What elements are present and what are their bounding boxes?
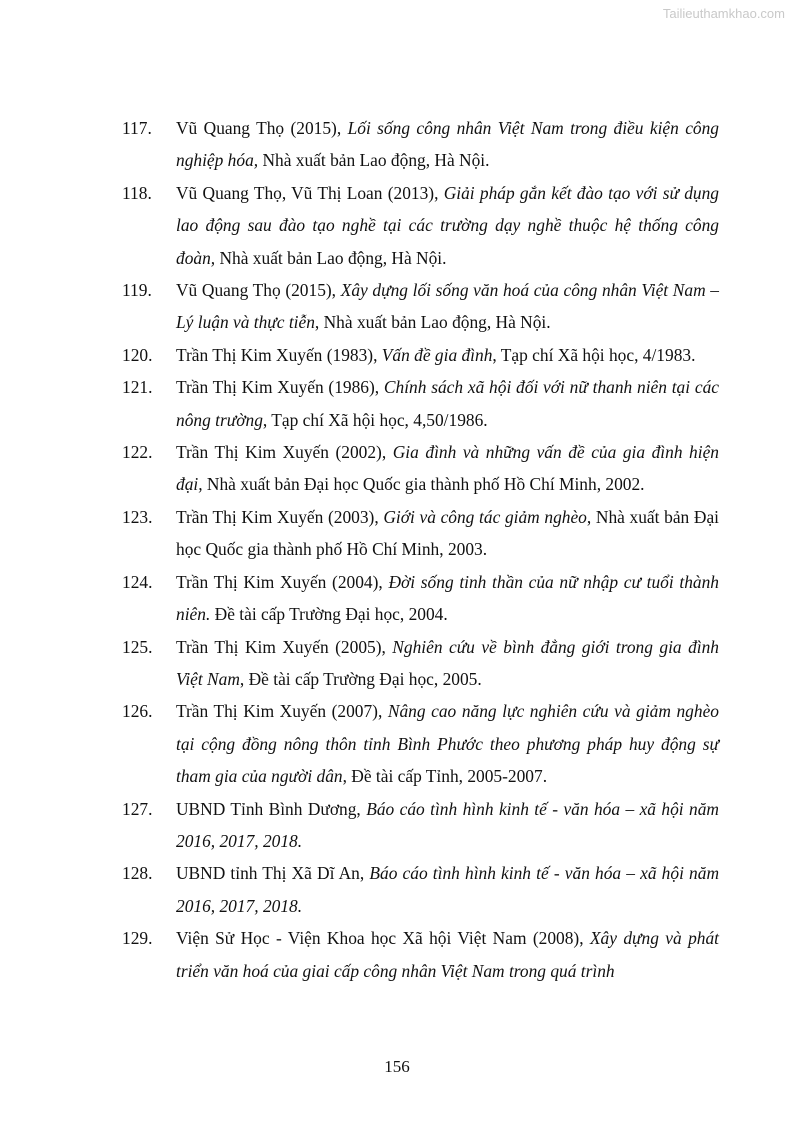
reference-text: Vũ Quang Thọ (2015), bbox=[176, 118, 348, 138]
reference-item bbox=[0, 631, 719, 696]
reference-text: , Tạp chí Xã hội học, 4/1983. bbox=[492, 344, 696, 365]
reference-item bbox=[0, 177, 719, 274]
reference-text: Nhà xuất bản Lao động, Hà Nội. bbox=[215, 247, 447, 268]
reference-text: UBND Tỉnh Bình Dương, bbox=[176, 798, 367, 819]
reference-text: Trần Thị Kim Xuyến (1986), bbox=[176, 377, 384, 398]
reference-item bbox=[0, 695, 719, 792]
reference-text: Nhà xuất bản Lao động, Hà Nội. bbox=[258, 150, 490, 171]
reference-text: Trần Thị Kim Xuyến (2002), bbox=[176, 442, 393, 463]
reference-number: 122. bbox=[122, 442, 153, 463]
reference-text: Trần Thị Kim Xuyến (2007), bbox=[176, 701, 388, 722]
reference-number: 128. bbox=[122, 863, 153, 884]
reference-item bbox=[0, 566, 719, 631]
reference-item bbox=[0, 371, 719, 436]
reference-text: Trần Thị Kim Xuyến (2004), bbox=[176, 571, 389, 592]
reference-text: , Nhà xuất bản Đại học Quốc gia thành phố Hồ Chí Minh, 2003. bbox=[176, 506, 719, 560]
reference-title: Xây dựng và phát triển văn hoá của giai cấp công nhân Việt Nam trong quá trình bbox=[176, 928, 719, 981]
reference-text: Trần Thị Kim Xuyến (1983), bbox=[176, 344, 382, 365]
reference-number: 124. bbox=[122, 571, 153, 592]
reference-text: , Tạp chí Xã hội học, 4,50/1986. bbox=[262, 409, 488, 430]
reference-text: Viện Sử Học - Viện Khoa học Xã hội Việt Nam (2008), bbox=[176, 928, 590, 949]
reference-text: UBND tỉnh Thị Xã Dĩ An, bbox=[176, 863, 370, 884]
reference-title: Giới và công tác giảm nghèo bbox=[383, 506, 587, 527]
reference-title: Chính sách xã hội đối với nữ thanh niên tại các nông trường bbox=[176, 377, 719, 430]
reference-title: Gia đình và những vấn đề của gia đình hiện đại, bbox=[176, 442, 719, 495]
reference-number: 119. bbox=[122, 280, 152, 301]
reference-item bbox=[0, 436, 719, 501]
reference-text: Vũ Quang Thọ, Vũ Thị Loan (2013), bbox=[176, 182, 444, 203]
reference-title: Báo cáo tình hình kinh tế - văn hóa – xã hội năm 2016, 2017, 2018. bbox=[176, 798, 719, 851]
reference-title: Đời sống tinh thần của nữ nhập cư tuổi thành niên. bbox=[176, 571, 719, 625]
reference-text: Vũ Quang Thọ (2015), bbox=[176, 280, 341, 301]
reference-number: 121. bbox=[122, 377, 153, 398]
reference-item bbox=[0, 112, 719, 177]
reference-number: 127. bbox=[122, 798, 153, 819]
reference-number: 117. bbox=[122, 118, 152, 138]
reference-list bbox=[0, 112, 794, 987]
reference-number: 120. bbox=[122, 344, 153, 365]
reference-title: Nghiên cứu về bình đẳng giới trong gia đình Việt Nam bbox=[176, 636, 719, 689]
reference-number: 129. bbox=[122, 928, 153, 949]
reference-text: Đề tài cấp Trường Đại học, 2004. bbox=[210, 604, 448, 625]
reference-text: , Đề tài cấp Tỉnh, 2005-2007. bbox=[342, 766, 548, 787]
reference-item bbox=[0, 922, 719, 987]
reference-item bbox=[0, 501, 719, 566]
reference-number: 123. bbox=[122, 506, 153, 527]
page-number: 156 bbox=[384, 1057, 410, 1076]
reference-text: , Đề tài cấp Trường Đại học, 2005. bbox=[239, 668, 482, 689]
reference-item bbox=[0, 339, 719, 371]
reference-text: Trần Thị Kim Xuyến (2003), bbox=[176, 506, 384, 527]
reference-item bbox=[0, 274, 719, 339]
reference-number: 118. bbox=[122, 182, 152, 203]
reference-item bbox=[0, 857, 719, 922]
reference-number: 126. bbox=[122, 701, 153, 722]
reference-title: Nâng cao năng lực nghiên cứu và giảm nghèo tại cộng đồng nông thôn tỉnh Bình Phước theo phương pháp huy động sự tham gia của người dân bbox=[176, 701, 719, 787]
reference-text: Trần Thị Kim Xuyến (2005), bbox=[176, 636, 393, 657]
watermark: Tailieuthamkhao.com bbox=[662, 6, 785, 21]
reference-text: Nhà xuất bản Đại học Quốc gia thành phố Hồ Chí Minh, 2002. bbox=[202, 474, 645, 495]
reference-title: Xây dựng lối sống văn hoá của công nhân Việt Nam – Lý luận và thực tiễn bbox=[176, 280, 719, 333]
reference-number: 125. bbox=[122, 636, 153, 657]
reference-title: Vấn đề gia đình bbox=[381, 344, 493, 365]
reference-title: Báo cáo tình hình kinh tế - văn hóa – xã hội năm 2016, 2017, 2018. bbox=[176, 863, 720, 916]
reference-title: Giải pháp gắn kết đào tạo với sử dụng lao động sau đào tạo nghề tại các trường dạy nghề thuộc hệ thống công đoàn, bbox=[176, 182, 719, 268]
reference-title: Lối sống công nhân Việt Nam trong điều kiện công nghiệp hóa, bbox=[176, 118, 719, 171]
reference-item bbox=[0, 793, 719, 858]
reference-text: , Nhà xuất bản Lao động, Hà Nội. bbox=[314, 312, 551, 333]
